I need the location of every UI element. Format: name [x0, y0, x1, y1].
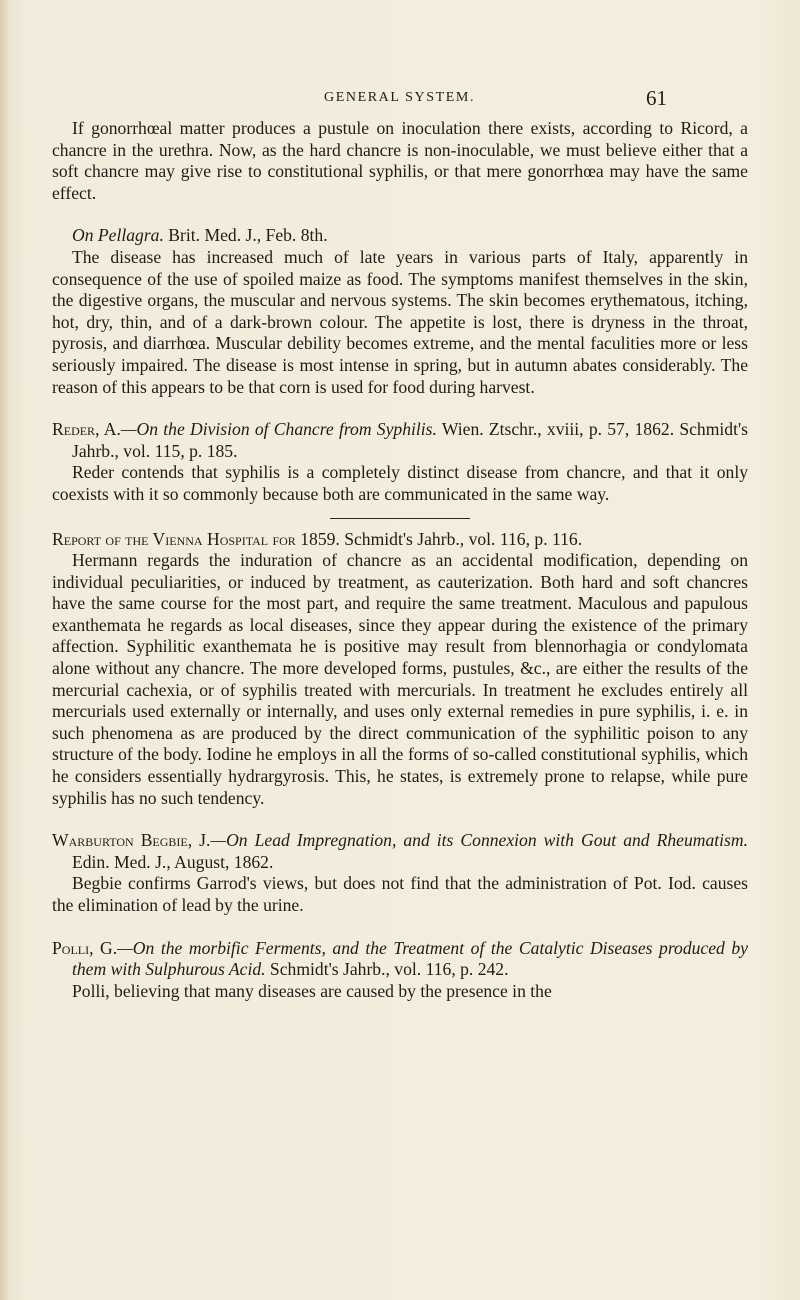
entry-title: [52, 419, 748, 462]
entry-author: Polli, G.: [52, 937, 118, 958]
entry-title-smallcaps: Report of the Vienna Hospital for: [52, 528, 296, 549]
entry-title-italic: On Pellagra.: [72, 225, 164, 246]
entry-source: 1859. Schmidt's Jahrb., vol. 116, p. 116.: [295, 528, 583, 549]
entry-body: Hermann regards the induration of chancre as an accidental modification, depending on individual peculiarities, or induced by treatment, as cauterization. Both hard and soft chancres have the same course for the most part, and require the same treatment. Maculous and papulous exanthemata he regards as local diseases, since they appear during the existence of the primary affection. Syphilitic exanthemata he is positive may result from blennorhagia or condylomata alone without any chancre. The more developed forms, pustules, &c., are either the results of the mercurial cachexia, or of syphilis treated with mercurials. In treatment he excludes entirely all mercurials used externally or internally, and uses only external remedies in pure syphilis, i. e. in such phenomena as are produced by the direct communication of the syphilitic poison to any structure of the body. Iodine he employs in all the forms of so-called constitutional syphilis, which he considers essentially hydrargyrosis. This, he states, is extremely prone to relapse, while pure syphilis has no such tendency.: [52, 550, 748, 808]
page-gutter-shadow: [0, 0, 10, 1300]
intro-paragraph: If gonorrhœal matter produces a pustule on inoculation there exists, according to Ricord, a chancre in the urethra. Now, as the hard chancre is non-inoculable, we must believe either that a soft chancre may give rise to constitutional syphilis, or that mere gonorrhœa may have the same effect.: [52, 118, 748, 203]
entry-source: Edin. Med. J., August, 1862.: [72, 851, 274, 872]
entry-vienna-report: [52, 529, 748, 810]
entry-source: Schmidt's Jahrb., vol. 116, p. 242.: [265, 959, 509, 980]
entry-author: Warburton Begbie, J.: [52, 830, 211, 851]
entry-source: Wien. Ztschr., xviii, p. 57, 1862. Schmidt's Jahrb., vol. 115, p. 185.: [72, 419, 748, 461]
entry-title-italic: —On the Division of Chancre from Syphilis.: [120, 419, 437, 440]
entry-body: Begbie confirms Garrod's views, but does not find that the administration of Pot. Iod. causes the elimination of lead by the urine.: [52, 873, 748, 915]
entry-body: Polli, believing that many diseases are caused by the presence in the: [72, 980, 552, 1001]
entry-pellagra: [52, 225, 748, 398]
entry-body: The disease has increased much of late years in various parts of Italy, apparently in consequence of the use of spoiled maize as food. The symptoms manifest themselves in the skin, the digestive organs, the muscular and nervous systems. The skin becomes erythematous, itching, hot, dry, thin, and of a dark-brown colour. The appetite is lost, there is dryness in the throat, pyrosis, and diarrhœa. Muscular debility becomes extreme, and the mental faculities more or less seriously impaired. The disease is most intense in spring, but in autumn abates considerably. The reason of this appears to be that corn is used for food during harvest.: [52, 246, 748, 397]
entry-title: [52, 830, 748, 873]
entry-title: [52, 225, 748, 247]
entry-body: Reder contends that syphilis is a completely distinct disease from chancre, and that it only coexists with it so commonly because both are communicated in the same way.: [52, 462, 748, 504]
entry-author: Reder, A.: [52, 419, 121, 440]
entry-title-italic: —On the morbific Ferments, and the Treatment of the Catalytic Diseases produced by them with Sulphurous Acid.: [72, 937, 748, 980]
entry-polli: [52, 938, 748, 1003]
entry-begbie: [52, 830, 748, 916]
page-number: 61: [646, 86, 667, 110]
page-header: [0, 86, 800, 110]
entry-title-italic: —On Lead Impregnation, and its Connexion with Gout and Rheumatism.: [210, 830, 748, 851]
entry-title: [52, 938, 748, 981]
entry-source: Brit. Med. J., Feb. 8th.: [163, 225, 328, 246]
entry-reder: [52, 419, 748, 505]
running-head: GENERAL SYSTEM.: [324, 90, 476, 105]
entry-title: [52, 529, 748, 551]
section-divider: [330, 518, 470, 519]
page-body: [52, 118, 748, 1002]
